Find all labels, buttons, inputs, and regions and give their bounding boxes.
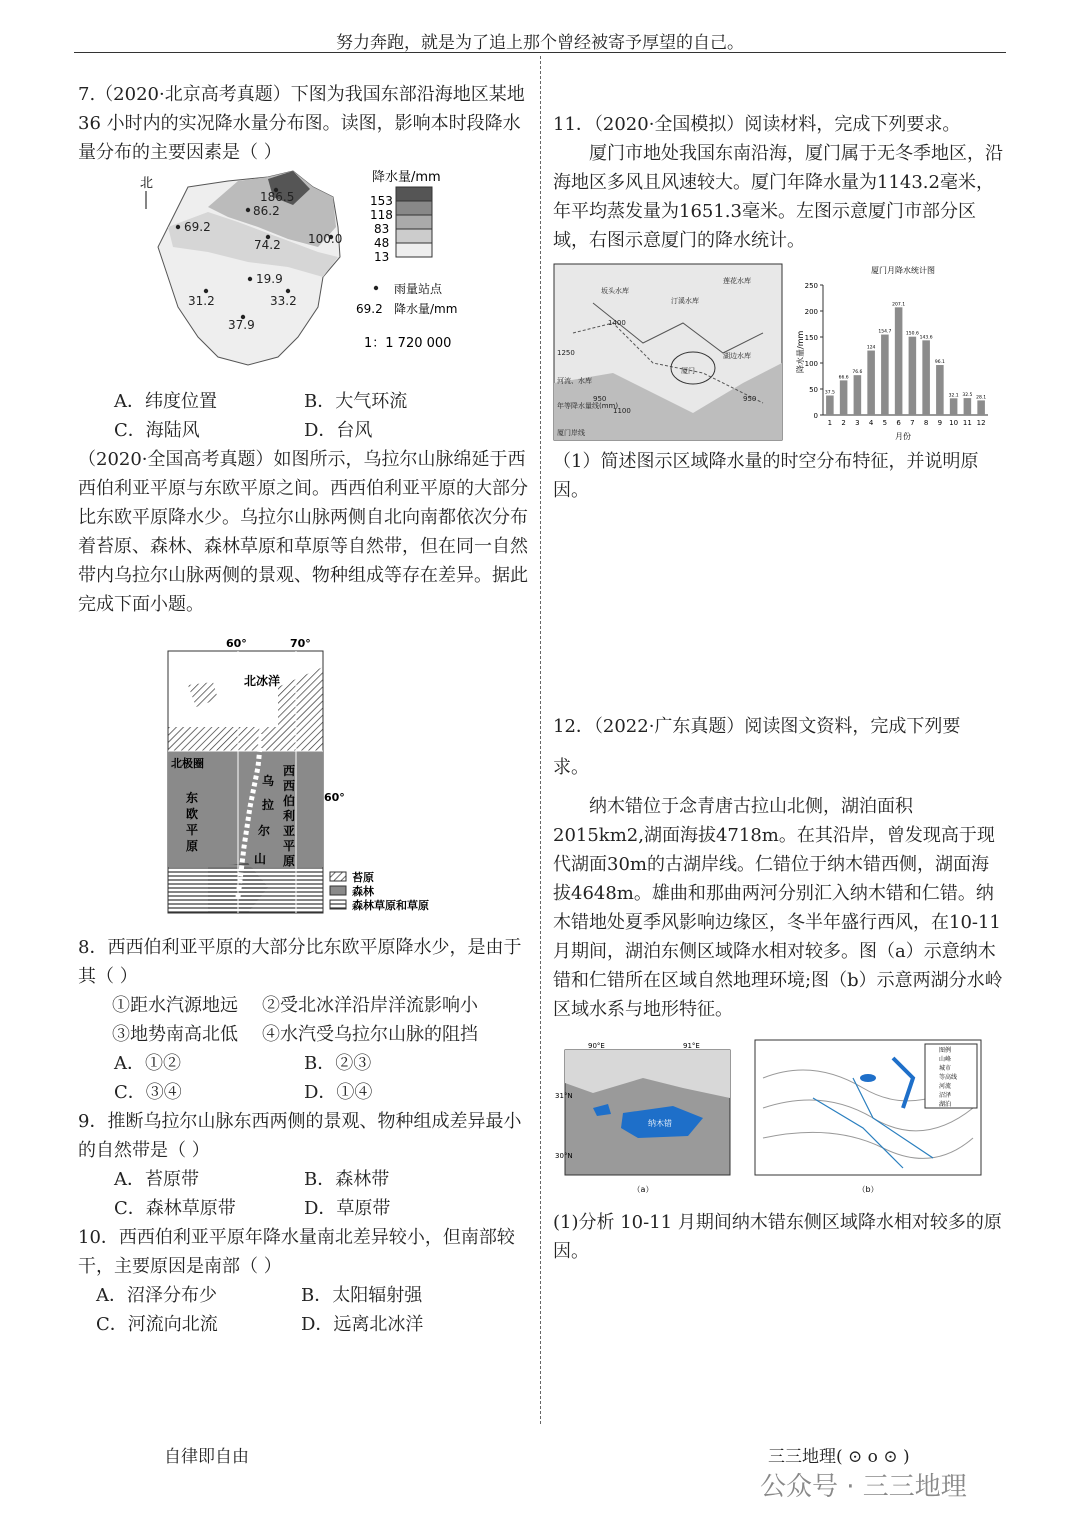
q9-option-b[interactable]: B．森林带 — [304, 1169, 390, 1190]
bar-value-label: 207.1 — [892, 302, 906, 308]
q8-item-4: ④水汽受乌拉尔山脉的阻挡 — [262, 1024, 478, 1045]
ee-3: 平 — [186, 823, 199, 837]
bar — [867, 351, 875, 415]
footer-brand: 三三地理( ⊙ o ⊙ ) — [768, 1447, 910, 1467]
arctic-circle: 北极圈 — [171, 757, 204, 770]
bar-value-label: 96.1 — [934, 360, 945, 366]
q10-option-a[interactable]: A．沼泽分布少 — [96, 1285, 217, 1306]
q10-option-c[interactable]: C．河流向北流 — [96, 1314, 218, 1335]
chart-ylabel: 降水量/mm — [796, 330, 805, 373]
q8-item-1: ①距水汽源地远 — [112, 995, 238, 1016]
x-tick-label: 7 — [910, 419, 915, 427]
station-1: 186.5 — [260, 190, 295, 204]
q11-material: 厦门市地处我国东南沿海，厦门属于无冬季地区，沿海地区多风且风速较大。厦门年降水量为1143.2毫米，年平均蒸发量为1651.3毫米。左图示意厦门市部分区域，右图示意厦门的降水统计。 — [553, 143, 1003, 251]
legend-b-title: 图例 — [939, 1047, 952, 1054]
legend-v5: 13 — [374, 250, 390, 264]
q8-option-c[interactable]: C．③④ — [114, 1082, 182, 1103]
bar-value-label: 66.6 — [838, 375, 849, 381]
station-5: 100.0 — [308, 232, 343, 246]
footer-motto: 自律即自由 — [164, 1447, 249, 1467]
map-lianhua: 莲花水库 — [723, 277, 751, 285]
q12-stem-cont: 求。 — [553, 757, 589, 778]
map-leg-coast: 厦门岸线 — [557, 429, 585, 437]
fig-a-lat1: 31°N — [555, 1092, 573, 1100]
ural-map — [78, 627, 530, 927]
bar — [977, 400, 985, 415]
q8-option-a[interactable]: A．①② — [114, 1053, 181, 1074]
q10-options-row2 — [78, 1310, 530, 1339]
q7-option-b[interactable]: B．大气环流 — [304, 391, 408, 412]
station-6: 19.9 — [256, 272, 283, 286]
x-tick-label: 3 — [855, 419, 860, 427]
q8-option-b[interactable]: B．②③ — [304, 1053, 372, 1074]
station-8: 33.2 — [270, 294, 297, 308]
q10-option-d[interactable]: D．远离北冰洋 — [301, 1314, 424, 1335]
map-leg-river: 河流、水库 — [557, 377, 592, 385]
fig-b-label: （b） — [857, 1185, 879, 1194]
sample-label: 降水量/mm — [394, 302, 458, 316]
q7-option-c[interactable]: C．海陆风 — [114, 420, 200, 441]
legend-steppe: 森林草原和草原 — [352, 899, 429, 912]
bar — [922, 340, 930, 415]
q8-options-row2 — [78, 1078, 530, 1107]
ws-7: 原 — [283, 854, 296, 868]
bar-value-label: 37.5 — [824, 390, 835, 396]
q11-stem: 11．（2020·全国模拟）阅读材料，完成下列要求。 — [553, 114, 961, 135]
map-scale: 1：1 720 000 — [364, 336, 452, 351]
lat-60: 60° — [324, 791, 345, 804]
q9-stem: 9．推断乌拉尔山脉东西两侧的景观、物种组成差异最小的自然带是（ ） — [78, 1111, 522, 1161]
legend-b-lake: 湖泊 — [939, 1101, 952, 1108]
station-4: 74.2 — [254, 238, 281, 252]
bar-value-label: 150.6 — [905, 331, 919, 337]
ural-2: 拉 — [262, 798, 275, 812]
lon-60: 60° — [226, 637, 247, 650]
namco-map-a — [553, 1038, 733, 1198]
header-rule — [74, 52, 1006, 53]
bar — [840, 380, 848, 415]
x-tick-label: 12 — [976, 419, 986, 427]
ural-4: 山 — [254, 852, 267, 866]
q9-option-c[interactable]: C．森林草原带 — [114, 1198, 236, 1219]
q10-options-row1 — [78, 1281, 530, 1310]
q9-options-row1 — [78, 1165, 530, 1194]
q11-sub1: （1）简述图示区域降水量的时空分布特征，并说明原因。 — [553, 451, 979, 501]
q8-items — [78, 991, 530, 1049]
x-tick-label: 10 — [949, 419, 959, 427]
q11-figures — [553, 263, 1003, 441]
q12-block — [553, 712, 1003, 1266]
bar — [854, 375, 862, 415]
map-bantou: 坂头水库 — [601, 287, 629, 295]
y-tick-label: 250 — [804, 282, 818, 290]
legend-b-contour: 等高线 — [939, 1074, 958, 1081]
ural-intro: （2020·全国高考真题）如图所示，乌拉尔山脉绵延于西西伯利亚平原与东欧平原之间。西西伯利亚平原的大部分比东欧平原降水少。乌拉尔山脉两侧自北向南都依次分布着苔原、森林、森林草原和草原等自然带，但在同一自然带内乌拉尔山脉两侧的景观、物种组成等存在差异。据此完成下面小题。 — [78, 449, 528, 615]
ee-2: 欧 — [186, 807, 199, 821]
q12-figures — [553, 1038, 1003, 1198]
q8-options-row1 — [78, 1049, 530, 1078]
map-950b: 950 — [743, 395, 757, 403]
arctic-ocean: 北冰洋 — [244, 674, 281, 688]
legend-forest: 森林 — [352, 885, 374, 898]
y-tick-label: 100 — [804, 360, 818, 368]
legend-v3: 83 — [374, 222, 390, 236]
bar — [936, 365, 944, 415]
q9-options-row2 — [78, 1194, 530, 1223]
ws-2: 西 — [283, 779, 296, 793]
bar-value-label: 32.5 — [962, 393, 973, 399]
q12-sub1: (1)分析 10-11 月期间纳木错东侧区域降水相对较多的原因。 — [553, 1212, 1002, 1262]
legend-b-city: 城市 — [939, 1065, 952, 1072]
ws-3: 伯 — [283, 794, 296, 808]
map-xiamen: 厦门 — [681, 367, 695, 375]
sample-value: 69.2 — [356, 302, 383, 316]
map-1250: 1250 — [557, 349, 575, 357]
map-1400: 1400 — [608, 319, 626, 327]
ws-6: 平 — [283, 839, 296, 853]
x-tick-label: 6 — [896, 419, 901, 427]
map-tingxi: 汀溪水库 — [671, 297, 699, 305]
bar-value-label: 154.7 — [878, 329, 892, 335]
bar — [826, 396, 834, 416]
station-9: 37.9 — [228, 318, 255, 332]
y-tick-label: 50 — [809, 386, 818, 394]
y-tick-label: 200 — [804, 308, 818, 316]
right-column — [553, 110, 1003, 505]
ee-4: 原 — [186, 839, 199, 853]
x-tick-label: 2 — [841, 419, 846, 427]
q8-option-d[interactable]: D．①④ — [304, 1082, 373, 1103]
q9-option-d[interactable]: D．草原带 — [304, 1198, 391, 1219]
legend-b-river: 河流 — [939, 1083, 952, 1090]
ural-3: 尔 — [258, 824, 271, 838]
legend-title: 降水量/mm — [372, 170, 441, 185]
bar-value-label: 28.1 — [976, 395, 987, 401]
bar — [950, 398, 958, 415]
x-tick-label: 11 — [962, 419, 972, 427]
fig-a-lat2: 30°N — [555, 1152, 573, 1160]
ws-5: 亚 — [283, 824, 296, 838]
watershed-map-b — [753, 1038, 983, 1198]
x-tick-label: 1 — [827, 419, 833, 427]
x-tick-label: 8 — [923, 419, 929, 427]
x-tick-label: 4 — [868, 419, 874, 427]
q7-stem: 7.（2020·北京高考真题）下图为我国东部沿海地区某地 36 小时内的实况降水量分布图。读图，影响本时段降水量分布的主要因素是（ ） — [78, 84, 525, 163]
q9-option-a[interactable]: A．苔原带 — [114, 1169, 199, 1190]
chart-title: 厦门月降水统计图 — [871, 266, 935, 275]
q12-stem: 12．（2022·广东真题）阅读图文资料，完成下列要 — [553, 716, 961, 737]
bar-value-label: 124 — [866, 345, 876, 351]
page-header: 努力奔跑，就是为了追上那个曾经被寄予厚望的自己。 — [336, 33, 744, 53]
left-column — [78, 80, 530, 1339]
bar — [964, 398, 972, 415]
bar — [881, 335, 889, 415]
map-950a: 950 — [593, 395, 607, 403]
q7-option-d[interactable]: D．台风 — [304, 420, 373, 441]
ural-1: 乌 — [262, 774, 275, 788]
q10-stem: 10．西西伯利亚平原年降水量南北差异较小，但南部较干，主要原因是南部（ ） — [78, 1227, 515, 1277]
chart-xlabel: 月份 — [895, 432, 911, 441]
fig-a-label: （a） — [632, 1185, 654, 1194]
fig-a-lon1: 90°E — [588, 1042, 605, 1050]
column-divider — [540, 56, 541, 1424]
bar — [895, 307, 903, 415]
bar-value-label: 76.6 — [852, 370, 863, 376]
q8-stem: 8．西西伯利亚平原的大部分比东欧平原降水少，是由于其（ ） — [78, 937, 522, 987]
station-3: 69.2 — [184, 220, 211, 234]
xiamen-map — [553, 263, 783, 441]
q8-item-3: ③地势南高北低 — [112, 1024, 238, 1045]
map-hubian: 湖边水库 — [723, 352, 751, 360]
legend-b-marsh: 沼泽 — [939, 1092, 952, 1099]
x-tick-label: 5 — [882, 419, 888, 427]
x-tick-label: 9 — [937, 419, 943, 427]
ws-4: 利 — [283, 809, 296, 823]
map-leg-iso: 年等降水量线(mm) — [557, 402, 619, 410]
rainfall-map — [78, 167, 530, 387]
y-tick-label: 0 — [813, 412, 818, 420]
legend-v1: 153 — [370, 194, 393, 208]
legend-v2: 118 — [370, 208, 393, 222]
north-label: 北 — [140, 176, 154, 191]
q7-options-row1 — [78, 387, 530, 416]
q8-item-2: ②受北冰洋沿岸洋流影响小 — [262, 995, 478, 1016]
station-legend: 雨量站点 — [394, 282, 443, 296]
q10-option-b[interactable]: B．太阳辐射强 — [301, 1285, 423, 1306]
bar-value-label: 143.6 — [919, 335, 933, 341]
fig-a-lon2: 91°E — [683, 1042, 700, 1050]
station-7: 31.2 — [188, 294, 215, 308]
station-2: 86.2 — [253, 204, 280, 218]
legend-b-peak: 山峰 — [939, 1056, 952, 1063]
q7-option-a[interactable]: A．纬度位置 — [114, 391, 217, 412]
watermark: 公众号 · 三三地理 — [760, 1472, 967, 1502]
ee-1: 东 — [186, 791, 199, 805]
ws-1: 西 — [283, 764, 296, 778]
bar-value-label: 32.1 — [948, 393, 959, 399]
legend-tundra: 苔原 — [352, 871, 374, 884]
lon-70: 70° — [290, 637, 311, 650]
bar — [909, 337, 917, 415]
q7-options-row2 — [78, 416, 530, 445]
map-1100: 1100 — [613, 407, 631, 415]
q12-material: 纳木错位于念青唐古拉山北侧，湖泊面积2015km2,湖面海拔4718m。在其沿岸，曾发现高于现代湖面30m的古湖岸线。仁错位于纳木错西侧，湖面海拔4648m。雄曲和那曲两河分别汇入纳木错和仁错。纳木错地处夏季风影响边缘区，冬半年盛行西风，在10-11月期间，湖泊东侧区域降水相对较多。图（a）示意纳木错和仁错所在区域自然地理环境;图（b）示意两湖分水岭区域水系与地形特征。 — [553, 796, 1003, 1020]
xiamen-rain-chart — [793, 263, 993, 441]
y-tick-label: 150 — [804, 334, 818, 342]
legend-v4: 48 — [374, 236, 390, 250]
namco-label: 纳木错 — [648, 1119, 672, 1128]
